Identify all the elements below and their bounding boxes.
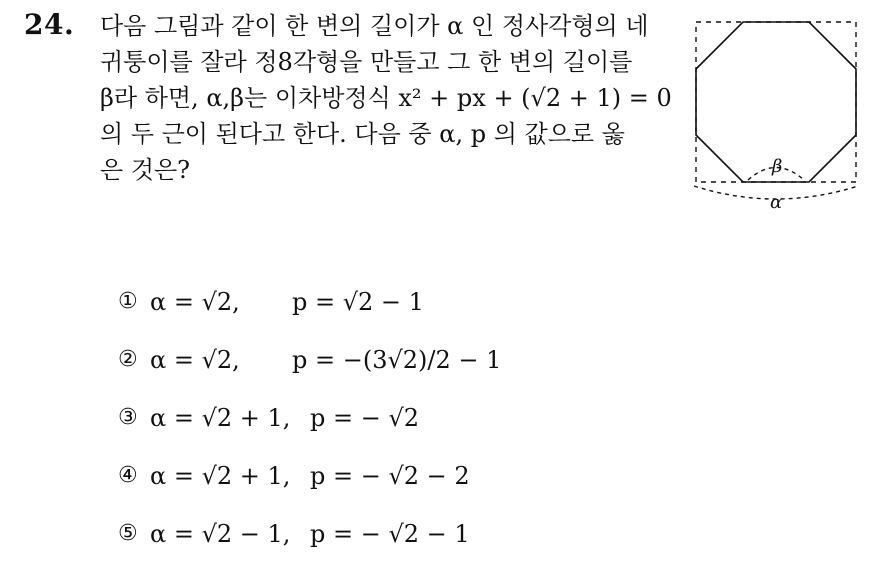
choice-5-mark: ⑤ <box>118 521 138 546</box>
choice-1-mark: ① <box>118 289 138 314</box>
choice-1-p: p = √2 − 1 <box>292 288 424 316</box>
stem-line-5: 은 것은? <box>100 156 191 184</box>
choice-2-mark: ② <box>118 347 138 372</box>
stem-line-1: 다음 그림과 같이 한 변의 길이가 α 인 정사각형의 네 <box>100 12 649 40</box>
choice-4-alpha: α = √2 + 1, <box>150 462 291 490</box>
question-number: 24. <box>24 8 75 41</box>
choice-4-p: p = − √2 − 2 <box>310 462 470 490</box>
stem-line-3 <box>100 80 670 116</box>
choice-3-alpha: α = √2 + 1, <box>150 404 291 432</box>
stem-line-2: 귀퉁이를 잘라 정8각형을 만들고 그 한 변의 길이를 <box>100 48 633 76</box>
stem-line-4: 의 두 근이 된다고 한다. 다음 중 α, p 의 값으로 옳 <box>100 120 625 148</box>
quadratic-equation: x² + px + (√2 + 1) = 0 <box>398 84 672 112</box>
beta-label: β <box>772 156 783 177</box>
choice-2-p: p = −(3√2)/2 − 1 <box>292 346 502 374</box>
octagon-figure <box>688 10 864 212</box>
choice-3-p: p = − √2 <box>310 404 420 432</box>
choice-1-alpha: α = √2, <box>150 288 240 316</box>
question-stem <box>100 8 670 188</box>
choice-4-mark: ④ <box>118 463 138 488</box>
stem-line-3-text: β라 하면, α,β는 이차방정식 <box>100 84 399 112</box>
choice-3-mark: ③ <box>118 405 138 430</box>
choice-5-p: p = − √2 − 1 <box>310 520 470 548</box>
alpha-label: α <box>770 192 783 212</box>
choice-5-alpha: α = √2 − 1, <box>150 520 291 548</box>
choice-2-alpha: α = √2, <box>150 346 240 374</box>
